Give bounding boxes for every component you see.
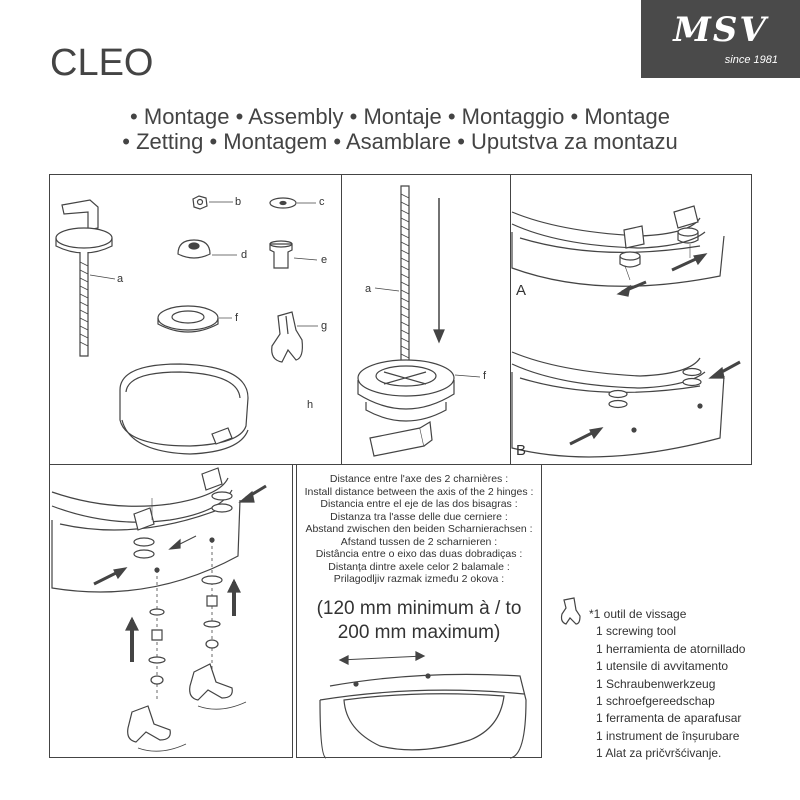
part-label-h: h [307, 399, 314, 411]
step-label-b: B [516, 442, 527, 459]
distance-text-fr: Distance entre l'axe des 2 charnières : [329, 473, 509, 485]
distance-text-hr: Prilagodljiv razmak između 2 okova : [333, 573, 505, 585]
nut-part-b-icon [193, 196, 233, 209]
bolt-label-f: f [483, 370, 487, 382]
subtitle-line-1: • Montage • Assembly • Montaje • Montaggio • Montage [130, 104, 670, 129]
tool-list-item: 1 herramienta de atornillado [596, 641, 746, 656]
step-label-a: A [516, 282, 527, 299]
distance-text-ro: Distanța dintre axele celor 2 balamale : [328, 561, 510, 573]
product-title: CLEO [50, 42, 154, 84]
screwing-tool-icon [562, 598, 581, 624]
tool-list [589, 606, 745, 763]
sleeve-part-e-icon [270, 241, 317, 268]
tool-list-item: 1 instrument de înșurubare [596, 728, 740, 743]
distance-range-line-2: 200 mm maximum) [337, 622, 501, 643]
step-b-illustration [512, 352, 740, 457]
distance-text-nl: Afstand tussen de 2 scharnieren : [340, 536, 498, 548]
tool-list-item: 1 utensile di avvitamento [596, 659, 729, 674]
distance-text-it: Distanza tra l'asse delle due cerniere : [330, 511, 508, 523]
distance-text-es: Distancia entre el eje de las dos bisagras : [320, 498, 518, 510]
bolt-part-a-icon [56, 200, 115, 356]
distance-text-pt: Distância entre o eixo das duas dobradiças : [315, 548, 523, 560]
subtitle-line-2: • Zetting • Montagem • Asamblare • Uputstva za montazu [122, 129, 678, 154]
part-label-c: c [319, 196, 325, 208]
toilet-bowl-measurement-icon [320, 652, 526, 758]
distance-text-en: Install distance between the axis of the 2 hinges : [304, 486, 534, 498]
part-label-d: d [241, 249, 248, 261]
bolt-assembly-icon [358, 186, 480, 456]
brand-tagline: since 1981 [724, 54, 778, 66]
distance-text-de: Abstand zwischen den beiden Scharnierachsen : [305, 523, 533, 535]
tool-list-item: 1 schroefgereedschap [596, 694, 715, 709]
brand-name: MSV [673, 10, 768, 50]
distance-range-line-1: (120 mm minimum à / to [316, 598, 522, 619]
tool-list-item: 1 Schraubenwerkzeug [596, 676, 716, 691]
step-a-illustration [512, 206, 724, 296]
washer-part-c-icon [270, 198, 316, 208]
cap-part-d-icon [178, 240, 237, 258]
ring-part-f-icon [158, 306, 232, 332]
screwing-tool-part-g-icon [272, 312, 318, 362]
toilet-seat-part-h-icon [120, 364, 248, 454]
part-label-g: g [321, 320, 328, 332]
part-label-a: a [117, 273, 124, 285]
part-label-e: e [321, 254, 328, 266]
tool-list-item: 1 ferramenta de aparafusar [596, 711, 742, 726]
tool-list-item: 1 Alat za pričvršćivanje. [596, 746, 722, 761]
part-label-f: f [235, 312, 239, 324]
hinge-installation-illustration [52, 468, 266, 751]
tool-list-item: 1 screwing tool [596, 624, 677, 639]
bolt-label-a: a [365, 283, 372, 295]
tool-list-item: *1 outil de vissage [589, 607, 687, 621]
part-label-b: b [235, 196, 242, 208]
